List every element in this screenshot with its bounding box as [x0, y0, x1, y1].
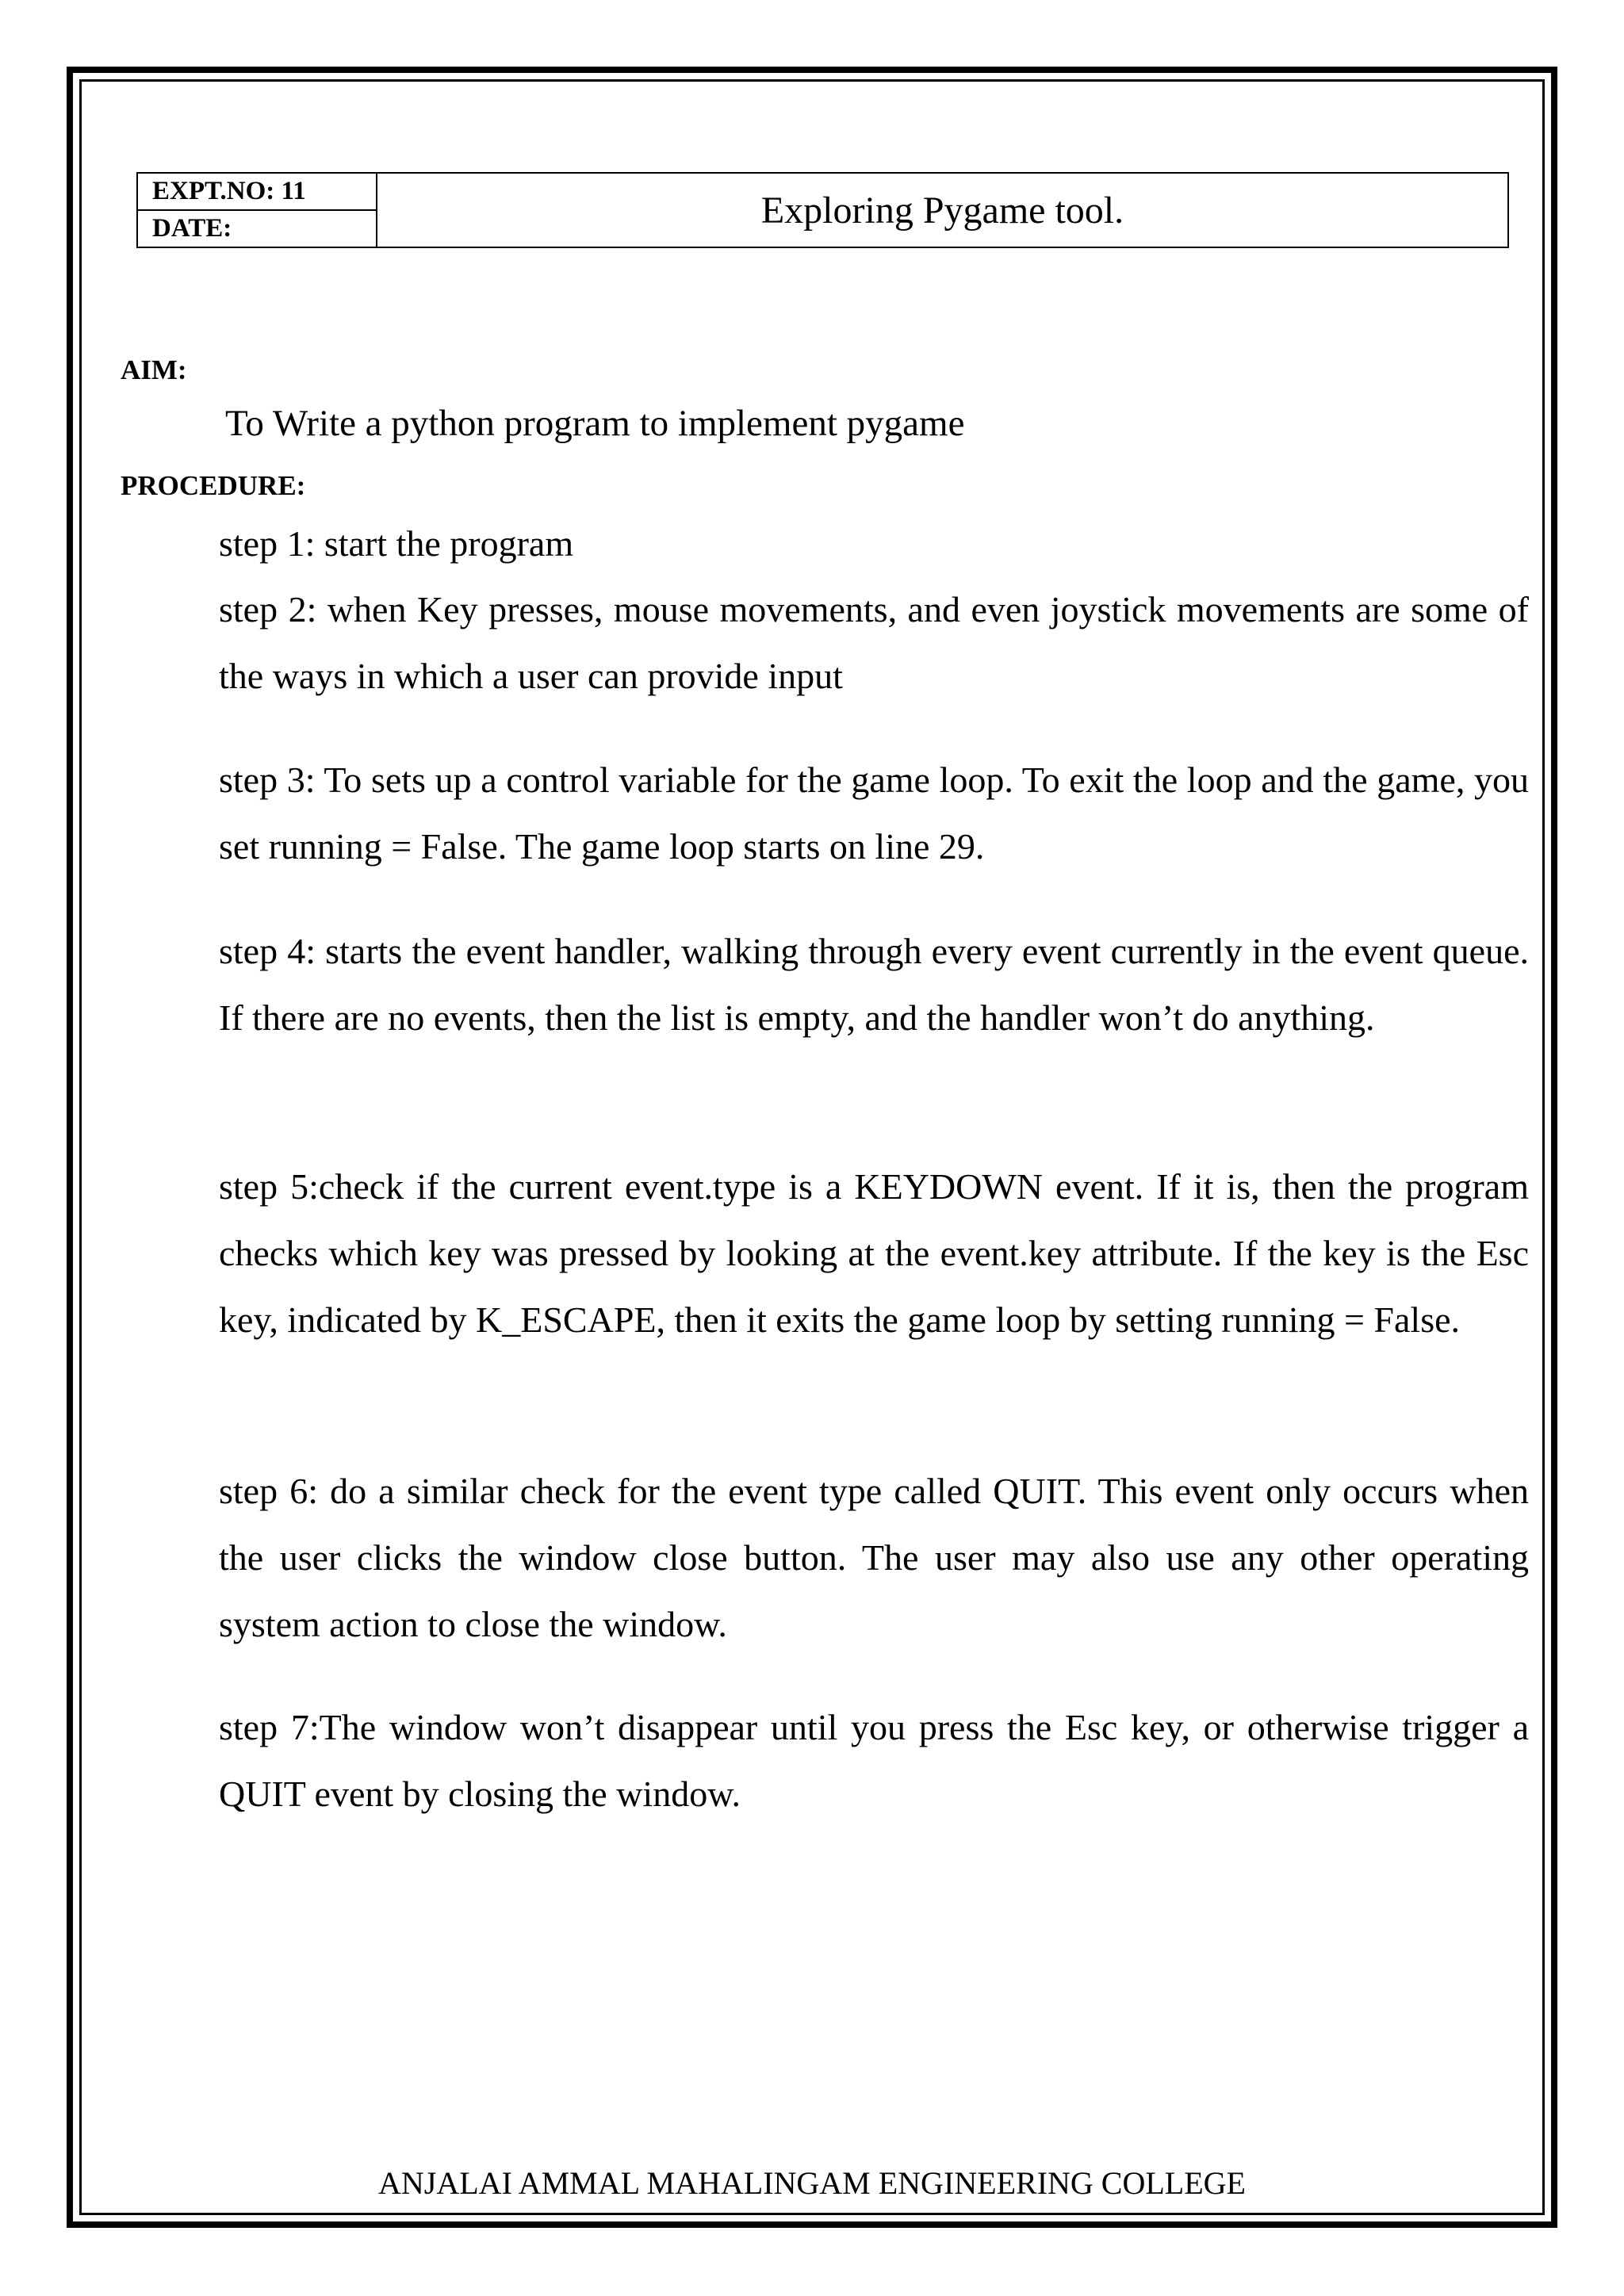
procedure-step-4: step 4: starts the event handler, walking through every event currently in the event queue. If there are no events, then the list is empty, and the handler won’t do anything.: [219, 931, 1529, 1038]
procedure-step-5: step 5:check if the current event.type is a KEYDOWN event. If it is, then the program checks which key was pressed by looking at the event.key attribute. If the key is the Esc key, indicated by K_ESCAPE, then it exits the game loop by setting running = False.: [219, 1166, 1529, 1340]
header-left-column: [138, 174, 377, 247]
expt-no-cell: EXPT.NO: 11: [138, 174, 376, 211]
date-cell: DATE:: [152, 214, 232, 243]
experiment-title: Exploring Pygame tool.: [760, 189, 1124, 232]
aim-label: AIM:: [121, 354, 187, 385]
experiment-header-table: [136, 172, 1509, 248]
page-border-inner: [79, 79, 1545, 2215]
procedure-step-3: step 3: To sets up a control variable for the game loop. To exit the loop and the game, you set running = False. The game loop starts on line 29.: [219, 760, 1529, 867]
procedure-step-6: step 6: do a similar check for the event type called QUIT. This event only occurs when the user clicks the window close button. The user may also use any other operating system action to close the window.: [219, 1471, 1529, 1644]
procedure-step-7: step 7:The window won’t disappear until you press the Esc key, or otherwise trigger a QUIT event by closing the window.: [219, 1707, 1529, 1814]
procedure-step-1: step 1: start the program: [219, 523, 574, 564]
procedure-label: PROCEDURE:: [121, 470, 306, 501]
college-footer: ANJALAI AMMAL MAHALINGAM ENGINEERING COLLEGE: [378, 2165, 1246, 2201]
procedure-step-2: step 2: when Key presses, mouse movements, and even joystick movements are some of the ways in which a user can provide input: [219, 589, 1529, 696]
aim-text: To Write a python program to implement pygame: [225, 403, 965, 444]
